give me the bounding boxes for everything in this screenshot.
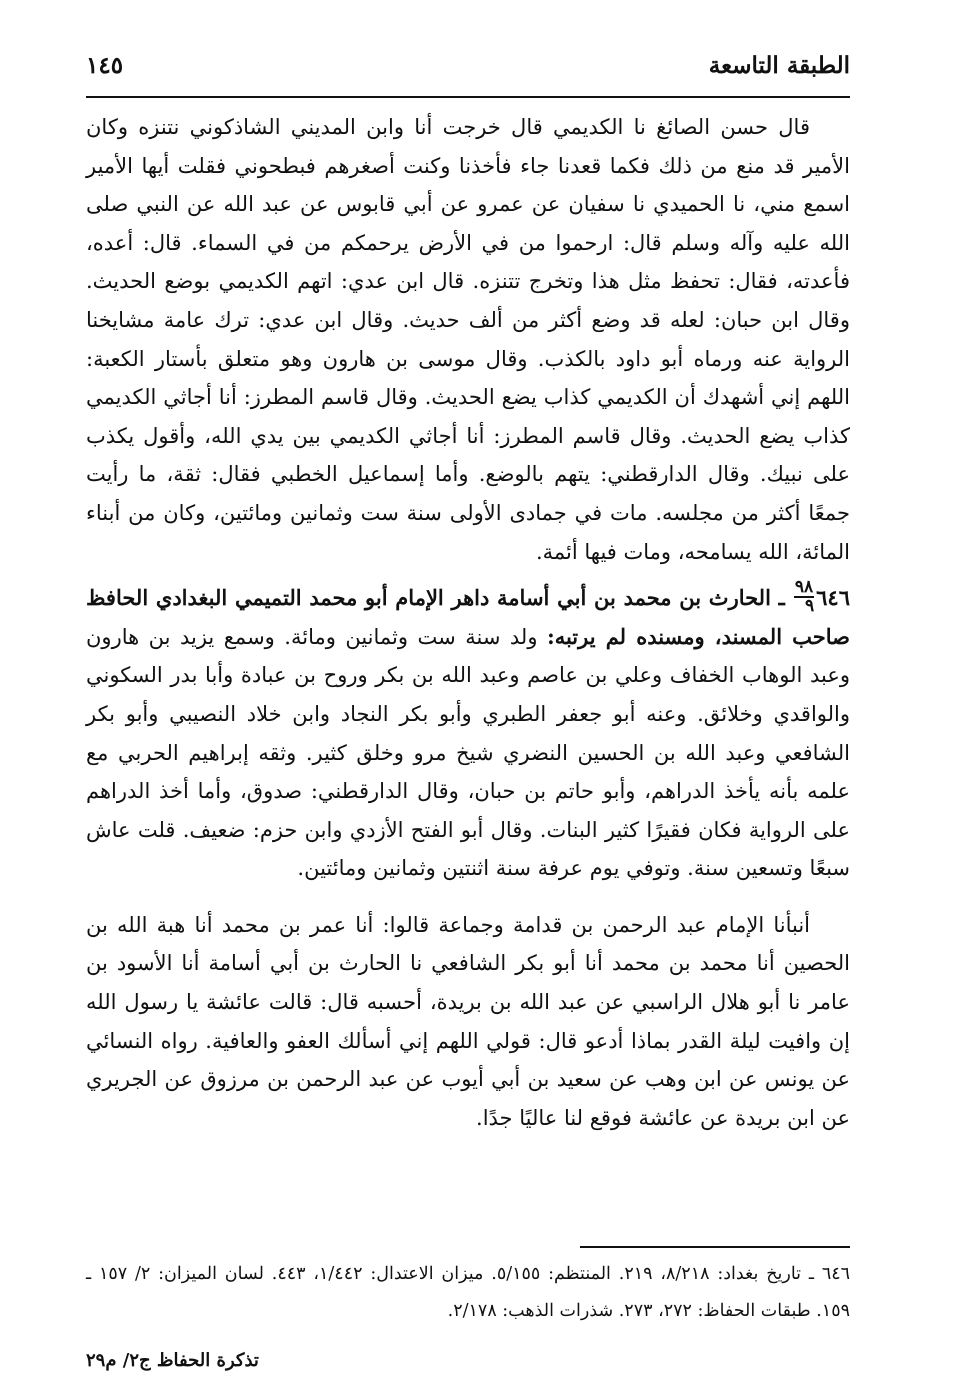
- entry-number: ٦٤٦: [816, 585, 850, 611]
- page-number: ١٤٥: [86, 52, 124, 79]
- header-rule: [86, 96, 850, 98]
- isnad-paragraph: [86, 906, 850, 1138]
- narration-paragraph: [86, 108, 850, 571]
- running-title: الطبقة التاسعة: [708, 52, 850, 79]
- entry-reference-fraction: [794, 579, 814, 615]
- page-header: [86, 52, 850, 88]
- reference-numerator: ٩٨: [794, 577, 814, 598]
- paragraph-text: قال حسن الصائغ نا الكديمي قال خرجت أنا وابن المديني الشاذكوني نتنزه وكان الأمير قد منع من ذلك فكما قعدنا جاء فأخذنا وكنت أصغرهم فبطحوني فقلت أيها الأمير اسمع مني، نا الحميدي نا سفيان عن عمرو عن أبي قابوس عن عبد الله عن النبي صلى الله عليه وآله وسلم قال: ارحموا من في الأرض يرحمكم من في السماء. قال: أعده، فأعدته، فقال: تحفظ مثل هذا وتخرج تتنزه. قال ابن عدي: اتهم الكديمي بوضع الحديث. وقال ابن حبان: لعله قد وضع أكثر من ألف حديث. وقال ابن عدي: ترك عامة مشايخنا الرواية عنه ورماه أبو داود بالكذب. وقال موسى بن هارون وهو متعلق بأستار الكعبة: اللهم إني أشهدك أن الكديمي كذاب يضع الحديث. وقال قاسم المطرز: أنا أجاثي الكديمي كذاب يضع الحديث. وقال قاسم المطرز: أنا أجاثي الكديمي بين يدي الله، وأقول يكذب على نبيك. وقال الدارقطني: يتهم بالوضع. وأما إسماعيل الخطبي فقال: ثقة، ما رأيت جمعًا أكثر من مجلسه. مات في جمادى الأولى سنة ست وثمانين ومائتين، وكان من أبناء المائة، الله يسامحه، ومات فيها أئمة.: [86, 115, 850, 564]
- footnote-rule: [580, 1246, 850, 1248]
- footnote-text: ٦٤٦ ـ تاريخ بغداد: ٨/٢١٨، ٢١٩. المنتظم: ٥/١٥٥. ميزان الاعتدال: ١/٤٤٢، ٤٤٣. لسان الميزان: ٢/ ١٥٧ ـ ١٥٩. طبقات الحفاظ: ٢٧٢، ٢٧٣. شذرات الذهب: ٢/١٧٨.: [86, 1264, 851, 1321]
- entry-text: ولد سنة ست وثمانين ومائة. وسمع يزيد بن هارون وعبد الوهاب الخفاف وعلي بن عاصم وعبد الله بن بكر وروح بن عبادة وأبا بدر السكوني والواقدي وخلائق. وعنه أبو جعفر الطبري وأبو بكر النجاد وابن خلاد النصيبي وأبو بكر الشافعي وعبد الله بن الحسين النضري شيخ مرو وخلق كثير. وثقه إبراهيم الحربي مع علمه بأنه يأخذ الدراهم، وأبو حاتم بن حبان، وقال الدارقطني: صدوق، وأما أخذ الدراهم على الرواية فكان فقيرًا كثير البنات. وقال أبو الفتح الأزدي وابن حزم: ضعيف. قلت عاش سبعًا وتسعين سنة. وتوفي يوم عرفة سنة اثنتين وثمانين ومائتين.: [86, 624, 850, 881]
- paragraph-text: أنبأنا الإمام عبد الرحمن بن قدامة وجماعة قالوا: أنا عمر بن محمد أنا هبة الله بن الحصين أنا محمد بن محمد أنا أبو بكر الشافعي نا الحارث بن أبي أسامة أنا الأسود بن عامر نا أبو هلال الراسبي عن عبد الله بن بريدة، أحسبه قال: قالت عائشة يا رسول الله إن وافيت ليلة القدر بماذا أدعو قال: قولي اللهم إني أسألك العفو والعافية. رواه النسائي عن يونس عن ابن وهب عن سعيد بن أبي أيوب عن عبد الرحمن بن مرزوق عن الجريري عن ابن بريدة عن عائشة فوقع لنا عاليًا جدًا.: [86, 912, 850, 1130]
- biography-entry: [86, 579, 850, 888]
- page-body: [86, 108, 850, 1137]
- footnote: [86, 1256, 850, 1330]
- entry-heading: ـ الحارث بن محمد بن أبي أسامة داهر الإمام أبو محمد التميمي البغدادي الحافظ صاحب المسند، ومسنده لم يرتبه:: [86, 585, 850, 649]
- reference-denominator: ٩: [805, 596, 815, 617]
- signature-mark: تذكرة الحفاظ ج٢/ م٢٩: [86, 1350, 259, 1371]
